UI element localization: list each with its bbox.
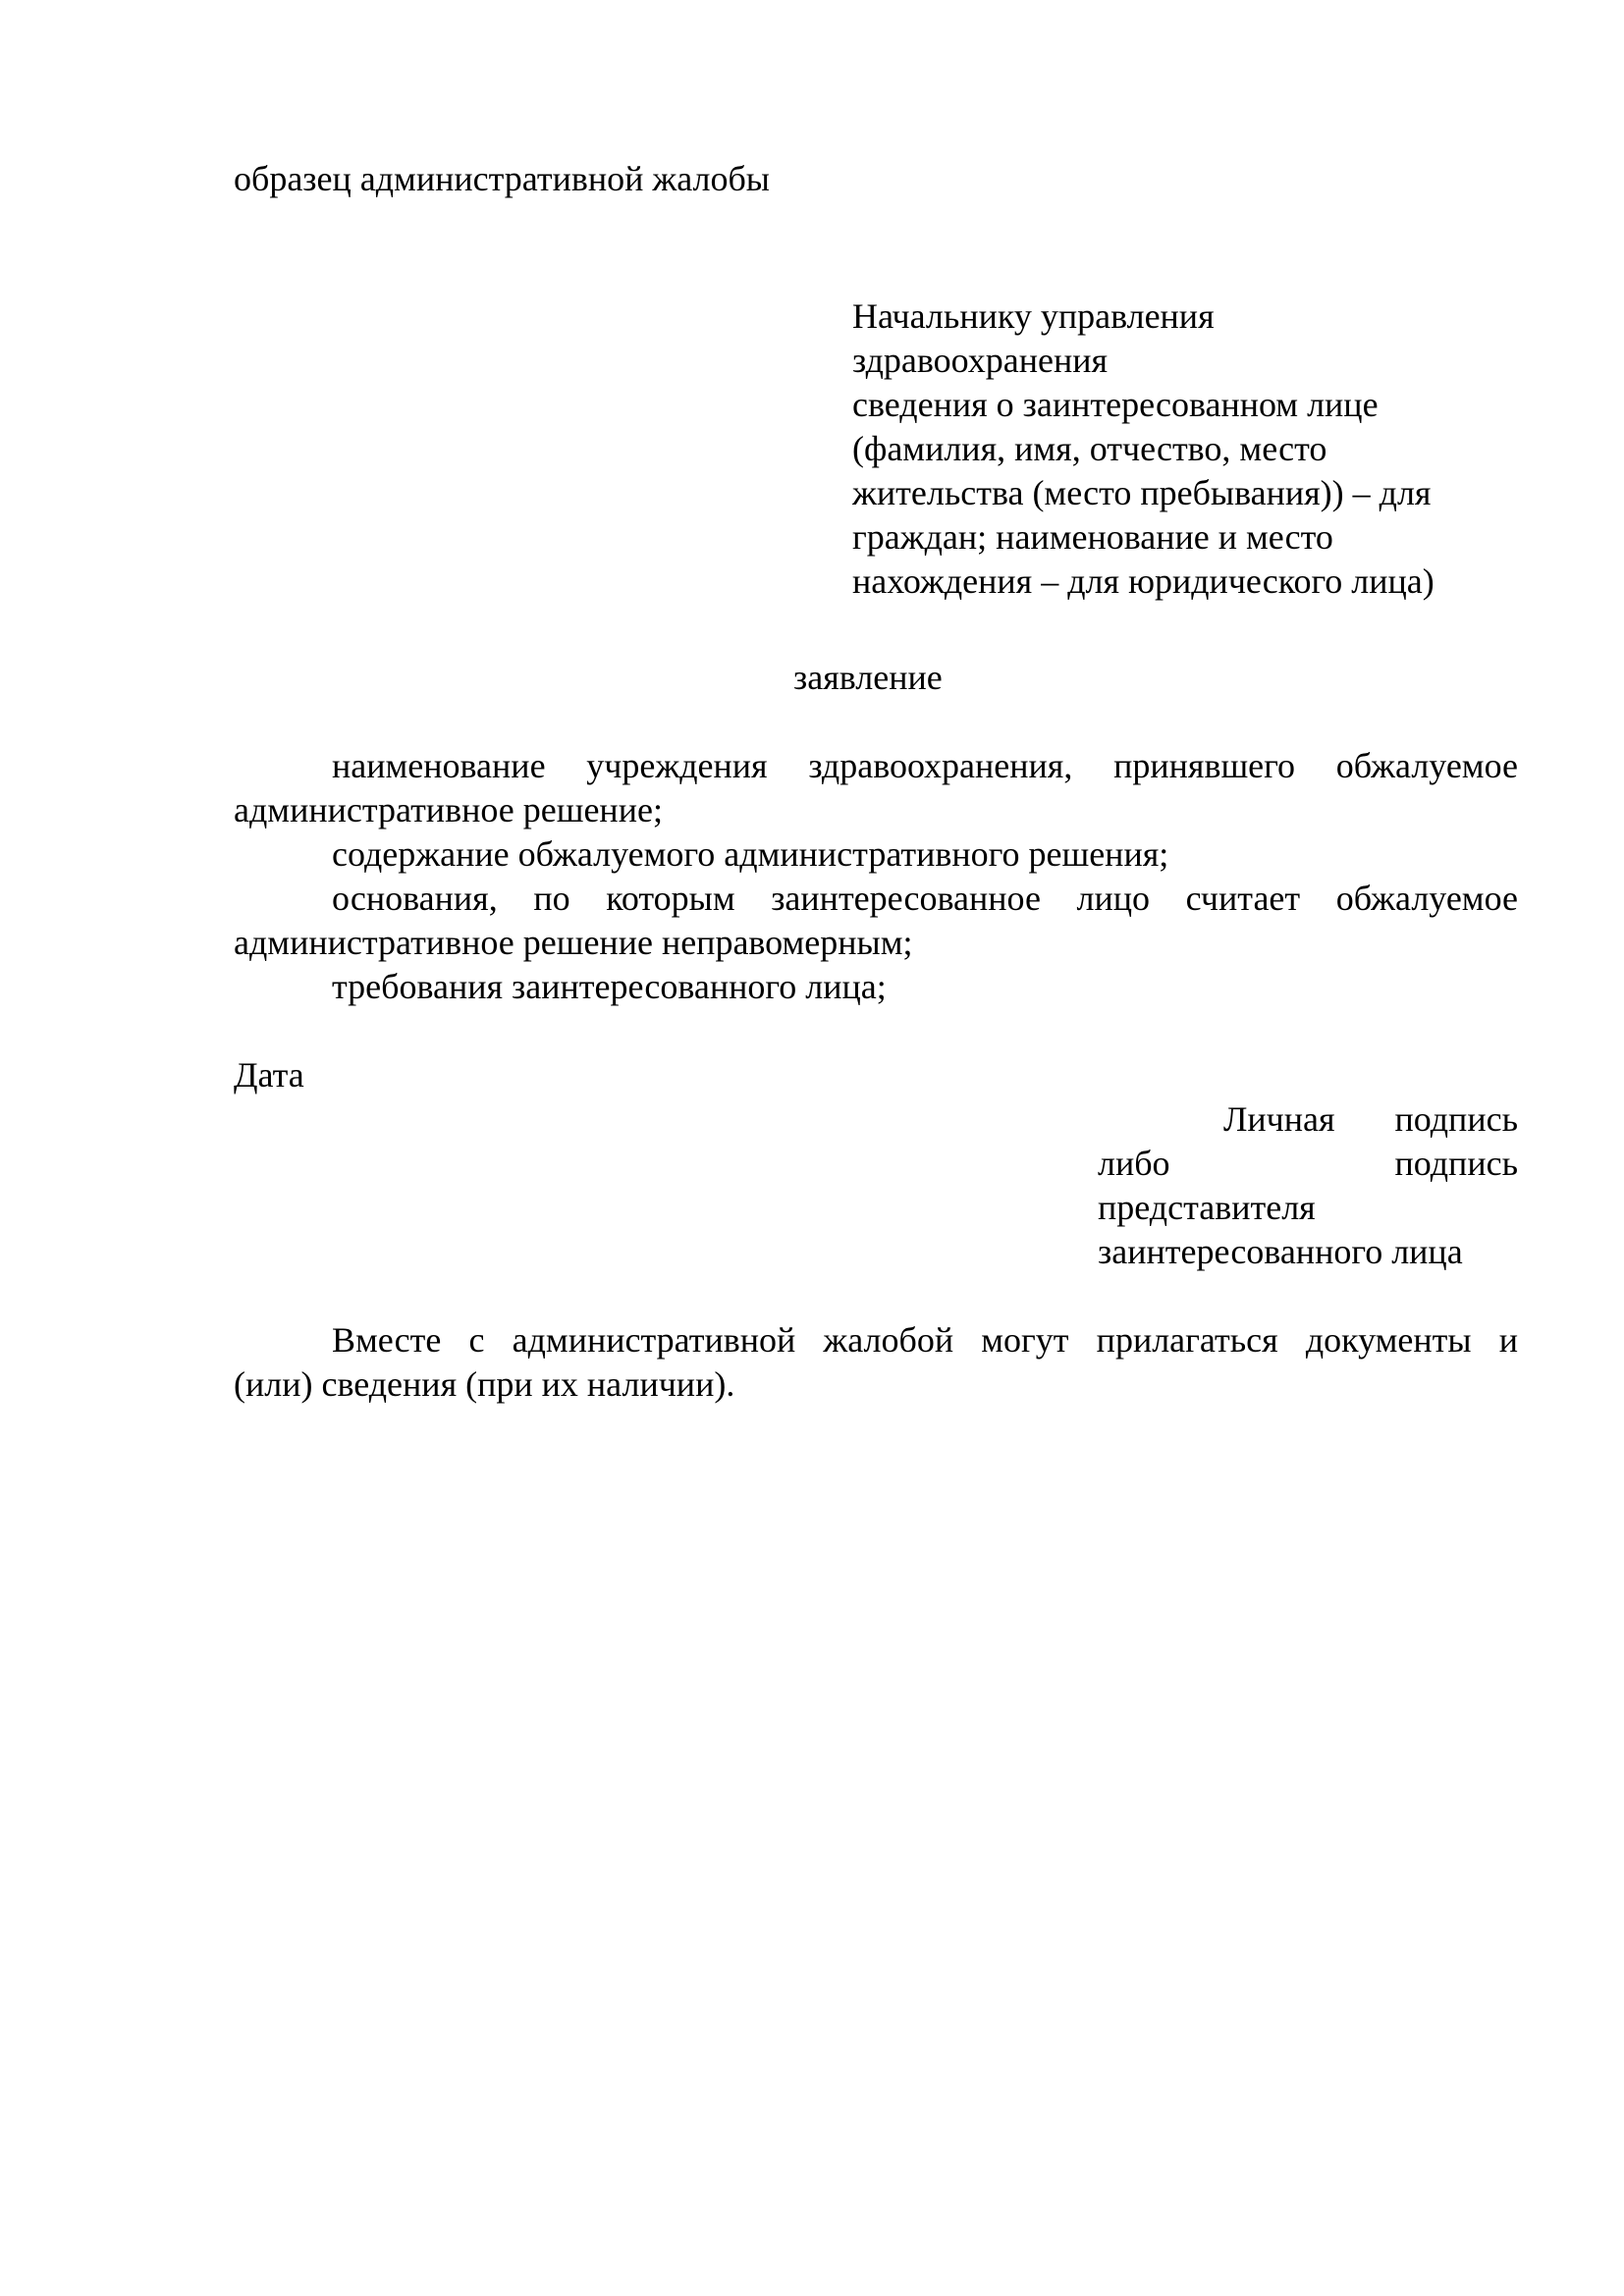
signature-row: представителя <box>1098 1188 1316 1227</box>
signature-word: подпись <box>1394 1099 1518 1139</box>
addressee-line: (фамилия, имя, отчество, место <box>852 429 1327 468</box>
body-item-line: административное решение неправомерным; <box>234 923 913 962</box>
addressee-line: сведения о заинтересованном лице <box>852 385 1379 424</box>
signature-word: Личная <box>1223 1099 1335 1139</box>
signature-word: подпись <box>1394 1144 1518 1183</box>
document-title: заявление <box>793 658 943 697</box>
body-item-line: требования заинтересованного лица; <box>332 967 887 1006</box>
footer-note-line: Вместе с административной жалобой могут прилагаться документы и <box>332 1320 1518 1360</box>
body-item-line: наименование учреждения здравоохранения, принявшего обжалуемое <box>332 746 1518 785</box>
signature-row <box>1098 1142 1518 1186</box>
body-item-line: основания, по которым заинтересованное лицо считает обжалуемое <box>332 879 1518 918</box>
date-label: Дата <box>234 1055 304 1095</box>
addressee-line: Начальнику управления <box>852 296 1215 336</box>
addressee-block <box>852 294 1540 604</box>
addressee-line: граждан; наименование и место <box>852 517 1333 557</box>
signature-row <box>1223 1097 1518 1142</box>
body-item-line: содержание обжалуемого административного решения; <box>332 834 1169 874</box>
addressee-line: нахождения – для юридического лица) <box>852 561 1435 601</box>
addressee-line: жительства (место пребывания)) – для <box>852 473 1432 512</box>
signature-row: заинтересованного лица <box>1098 1232 1463 1271</box>
addressee-line: здравоохранения <box>852 341 1109 380</box>
document-note-heading: образец административной жалобы <box>234 159 770 198</box>
footer-note-line: (или) сведения (при их наличии). <box>234 1364 735 1404</box>
body-item-line: административное решение; <box>234 790 663 829</box>
signature-word: либо <box>1098 1144 1170 1183</box>
